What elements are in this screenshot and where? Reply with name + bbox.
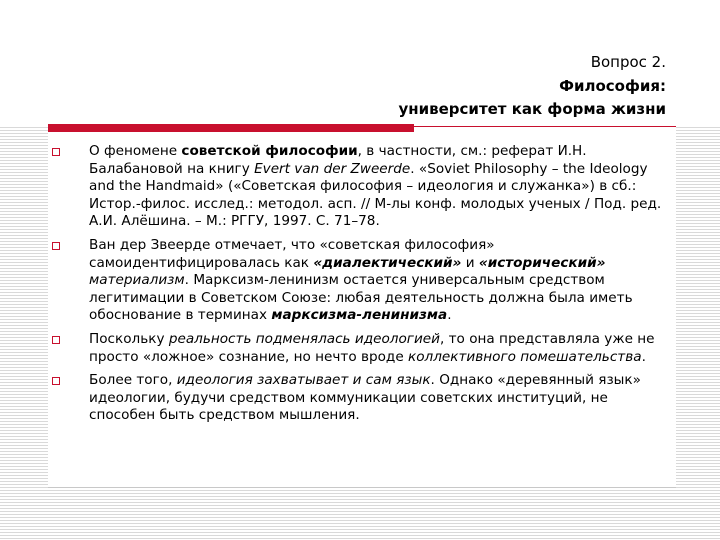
question-number: Вопрос 2.	[590, 53, 666, 71]
square-bullet-icon	[52, 377, 60, 385]
text: Поскольку	[89, 330, 169, 347]
text: .	[447, 307, 452, 324]
text: . «Soviet Philosophy – the Ideology and the Handmaid» («Советская философия – идеология и служанка») в сб.: Истор.-филос. исслед.: методол. асп. // М-лы конф. молодых ученых / Под. ред. А.И. Алёшина. – М.: РГГУ, 1997. С. 71–78.	[89, 160, 662, 230]
text: О феномене	[89, 143, 182, 159]
decorative-stripes-left	[0, 125, 48, 540]
text-bold-italic: «исторический»	[478, 254, 606, 271]
square-bullet-icon	[52, 336, 60, 344]
bottom-divider	[48, 487, 676, 488]
text: . Однако «деревянный язык» идеологии, будучи средством коммуникации советских институций, не способен быть средством мышления.	[89, 372, 641, 424]
square-bullet-icon	[52, 148, 60, 156]
text: , то она представляла уже не просто «ложное» сознание, но нечто вроде	[89, 330, 655, 365]
text-bold-italic: марксизма-ленинизма	[271, 307, 448, 324]
slide-title	[398, 50, 666, 120]
text: . Марксизм-ленинизм остается универсальным средством легитимации в Советском Союзе: любая деятельность должна была иметь обоснование в терминах	[89, 272, 633, 324]
list-item	[48, 237, 676, 325]
text-italic: идеология захватывает и сам язык	[176, 372, 431, 389]
text: Более того,	[89, 372, 177, 389]
square-bullet-icon	[52, 242, 60, 250]
text: и	[461, 254, 479, 271]
bullet-list	[48, 143, 676, 431]
accent-rule	[414, 126, 676, 127]
text-bold: советской философии	[181, 143, 358, 159]
accent-bar	[48, 124, 414, 132]
text-italic: Evert van der Zweerde	[254, 160, 411, 177]
list-item	[48, 331, 676, 366]
text: .	[641, 348, 646, 365]
title-subtitle: университет как форма жизни	[398, 100, 666, 118]
decorative-stripes-bottom	[48, 488, 676, 540]
list-item	[48, 143, 676, 231]
text: Ван дер Звеерде отмечает, что «советская философия» самоидентифицировалась как	[89, 236, 495, 271]
decorative-stripes-right	[676, 125, 720, 540]
list-item	[48, 372, 676, 425]
text-italic: материализм	[89, 272, 185, 289]
text: , в частности, см.: реферат И.Н. Балабановой на книгу	[89, 143, 587, 177]
text-italic: коллективного помешательства	[408, 348, 642, 365]
text-italic: реальность подменялась идеологией	[168, 330, 440, 347]
title-topic: Философия:	[559, 77, 666, 95]
text-bold-italic: «диалектический»	[313, 254, 462, 271]
